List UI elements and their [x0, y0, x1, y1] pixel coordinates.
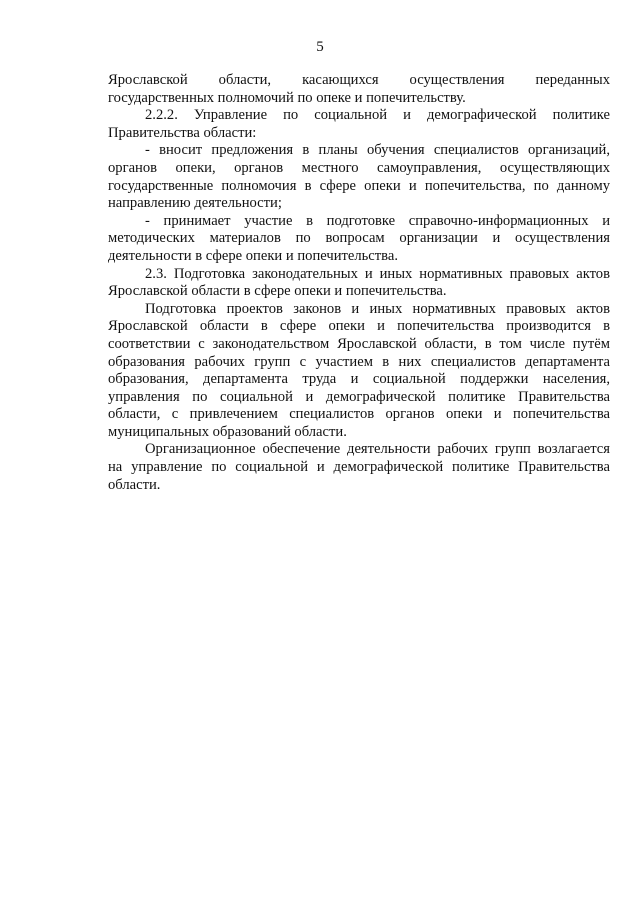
- paragraph-bullet-training-plans: - вносит предложения в планы обучения специалистов организаций, органов опеки, органов местного самоуправления, осуществляющих государственные полномочия в сфере опеки и попечительства, по данному направлению деятельности;: [108, 142, 610, 212]
- page-number: 5: [316, 39, 324, 55]
- document-body: [108, 72, 610, 494]
- paragraph-working-groups: Организационное обеспечение деятельности рабочих групп возлагается на управление по социальной и демографической политике Правительства области.: [108, 441, 610, 493]
- paragraph-continuation: Ярославской области, касающихся осуществления переданных государственных полномочий по опеке и попечительству.: [108, 72, 610, 106]
- paragraph-section-2-2-2: 2.2.2. Управление по социальной и демографической политике Правительства области:: [108, 107, 610, 141]
- paragraph-bullet-reference-materials: - принимает участие в подготовке справочно-информационных и методических материалов по вопросам организации и осуществления деятельности в сфере опеки и попечительства.: [108, 212, 610, 264]
- paragraph-draft-laws: Подготовка проектов законов и иных нормативных правовых актов Ярославской области в сфере опеки и попечительства производится в соответствии с законодательством Ярославской области, в том числе путём образования рабочих групп с участием в них специалистов департамента образования, департамента труда и социальной поддержки населения, управления по социальной и демографической политике Правительства области, с привлечением специалистов органов опеки и попечительства муниципальных образований области.: [108, 300, 610, 440]
- paragraph-section-2-3: 2.3. Подготовка законодательных и иных нормативных правовых актов Ярославской области в сфере опеки и попечительства.: [108, 265, 610, 300]
